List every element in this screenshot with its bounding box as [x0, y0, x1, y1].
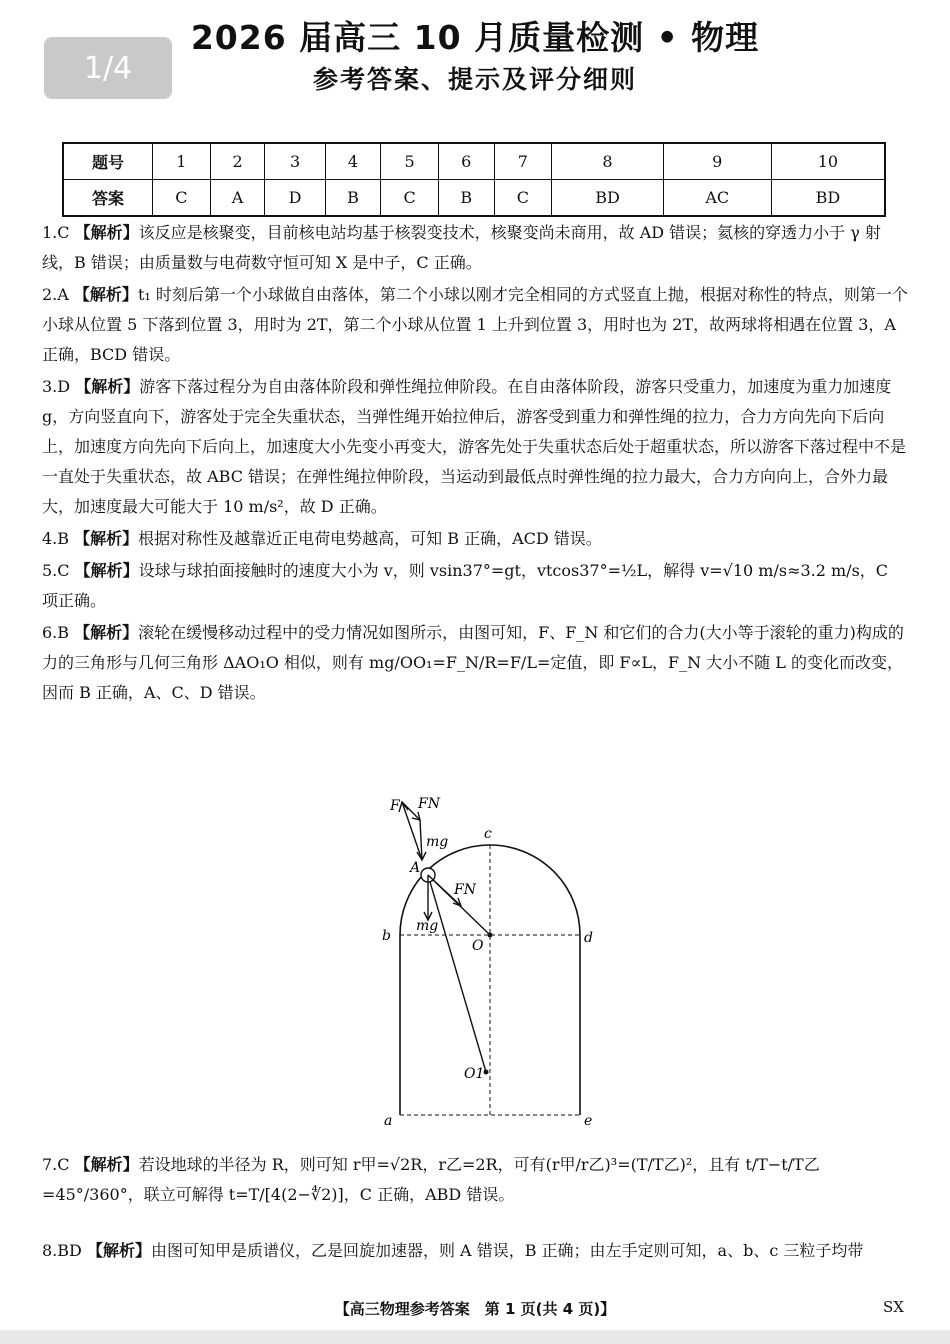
solution-number: 7.C [42, 1155, 70, 1174]
solution-text: t₁ 时刻后第一个小球做自由落体，第二个小球以刚才完全相同的方式竖直上抛，根据对称性的特点，则第一个小球从位置 5 下落到位置 3，用时为 2T，第二个小球从位置 1 上升到位置 3，用时也为 2T，故两球将相遇在位置 3，A 正确，BCD 错误。 [42, 285, 908, 364]
solution-tag: 【解析】 [74, 561, 139, 580]
solution-number: 6.B [42, 623, 70, 642]
solution-8 [42, 1236, 908, 1266]
table-row-answers [63, 180, 885, 217]
page-badge: 1/4 [44, 37, 172, 99]
solution-text: 根据对称性及越靠近正电荷电势越高，可知 B 正确，ACD 错误。 [138, 529, 602, 548]
table-header-cell: 答案 [63, 180, 153, 217]
page-title: 2026 届高三 10 月质量检测 • 物理 [190, 18, 760, 57]
solution-number: 4.B [42, 529, 70, 548]
solution-tag: 【解析】 [74, 623, 139, 642]
bottom-bar [0, 1330, 950, 1344]
table-cell: 1 [153, 143, 211, 180]
solution-tag: 【解析】 [74, 1155, 139, 1174]
solution-tag: 【解析】 [74, 223, 139, 242]
table-cell: 2 [210, 143, 265, 180]
label-a: a [384, 1113, 393, 1129]
solution-text: 设球与球拍面接触时的速度大小为 v，则 vsin37°=gt，vtcos37°=½L，解得 v=√10 m/s≈3.2 m/s，C 项正确。 [42, 561, 889, 610]
label-mg-top: mg [426, 834, 449, 850]
label-F: F [390, 798, 400, 814]
page-footer: 【高三物理参考答案 第 1 页(共 4 页)】 [334, 1300, 616, 1318]
solution-number: 8.BD [42, 1241, 82, 1260]
table-cell: A [210, 180, 265, 217]
force-diagram-svg [360, 790, 620, 1130]
solution-text: 滚轮在缓慢移动过程中的受力情况如图所示，由图可知，F、F_N 和它们的合力(大小等于滚轮的重力)构成的力的三角形与几何三角形 ΔAO₁O 相似，则有 mg/OO₁=F_N/R=F/L=定值，即 F∝L，F_N 大小不随 L 的变化而改变，因而 B 正确，A、C、D 错误。 [42, 623, 904, 702]
table-cell: 5 [381, 143, 439, 180]
page-subtitle: 参考答案、提示及评分细则 [312, 65, 637, 94]
solution-tag: 【解析】 [75, 377, 140, 396]
solution-6 [42, 618, 908, 708]
solution-text: 游客下落过程分为自由落体阶段和弹性绳拉伸阶段。在自由落体阶段，游客只受重力，加速度为重力加速度 g，方向竖直向下，游客处于完全失重状态，当弹性绳开始拉伸后，游客受到重力和弹性绳的拉力，合力方向先向下后向上，加速度方向先向下后向上，加速度大小先变小再变大，游客先处于失重状态后处于超重状态，所以游客下落过程中不是一直处于失重状态，故 ABC 错误；在弹性绳拉伸阶段，当运动到最低点时弹性绳的拉力最大，合力方向向上，合外力最大，加速度最大可能大于 10 m/s²，故 D 正确。 [42, 377, 907, 516]
label-mg-low: mg [416, 918, 439, 934]
table-cell: 7 [494, 143, 552, 180]
table-row-numbers [63, 143, 885, 180]
force-diagram [360, 790, 620, 1130]
label-c: c [484, 826, 492, 842]
solution-number: 5.C [42, 561, 70, 580]
solution-tag: 【解析】 [86, 1241, 151, 1260]
solution-7 [42, 1150, 908, 1210]
solution-2 [42, 280, 908, 370]
solution-number: 2.A [42, 285, 69, 304]
table-cell: 3 [265, 143, 325, 180]
solution-text: 由图可知甲是质谱仪，乙是回旋加速器，则 A 错误，B 正确；由左手定则可知，a、b、c 三粒子均带 [150, 1241, 864, 1260]
label-O: O [472, 938, 484, 954]
solution-4 [42, 524, 908, 554]
answer-table [62, 142, 886, 217]
solution-1 [42, 218, 908, 278]
table-cell: C [153, 180, 211, 217]
solution-tag: 【解析】 [74, 529, 139, 548]
table-cell: B [325, 180, 381, 217]
table-cell: BD [552, 180, 663, 217]
label-FN-top: FN [418, 796, 440, 812]
table-cell: B [438, 180, 494, 217]
table-cell: BD [771, 180, 885, 217]
table-cell: C [381, 180, 439, 217]
label-b: b [382, 928, 391, 944]
solution-number: 3.D [42, 377, 71, 396]
table-header-cell: 题号 [63, 143, 153, 180]
table-cell: 9 [663, 143, 771, 180]
table-cell: 8 [552, 143, 663, 180]
table-cell: AC [663, 180, 771, 217]
label-e: e [584, 1113, 593, 1129]
label-FN-mid: FN [454, 882, 476, 898]
point-O [488, 933, 493, 938]
solution-3 [42, 372, 908, 522]
solution-tag: 【解析】 [73, 285, 138, 304]
table-cell: 6 [438, 143, 494, 180]
table-cell: 10 [771, 143, 885, 180]
solution-5 [42, 556, 908, 616]
solutions-list-continued [42, 1150, 908, 1268]
solutions-list [42, 218, 908, 710]
footer-code: SX [883, 1298, 904, 1316]
solution-number: 1.C [42, 223, 70, 242]
solution-text: 若设地球的半径为 R，则可知 r甲=√2R，r乙=2R，可有(r甲/r乙)³=(T/T乙)²，且有 t/T−t/T乙=45°/360°，联立可解得 t=T/[4(2−∜2)]，C 正确，ABD 错误。 [42, 1155, 820, 1204]
solution-text: 该反应是核聚变，目前核电站均基于核裂变技术，核聚变尚未商用，故 AD 错误；氦核的穿透力小于 γ 射线，B 错误；由质量数与电荷数守恒可知 X 是中子，C 正确。 [42, 223, 881, 272]
label-d: d [584, 930, 593, 946]
table-cell: 4 [325, 143, 381, 180]
table-cell: C [494, 180, 552, 217]
table-cell: D [265, 180, 325, 217]
label-O1: O1 [464, 1066, 485, 1082]
label-A: A [410, 860, 421, 876]
